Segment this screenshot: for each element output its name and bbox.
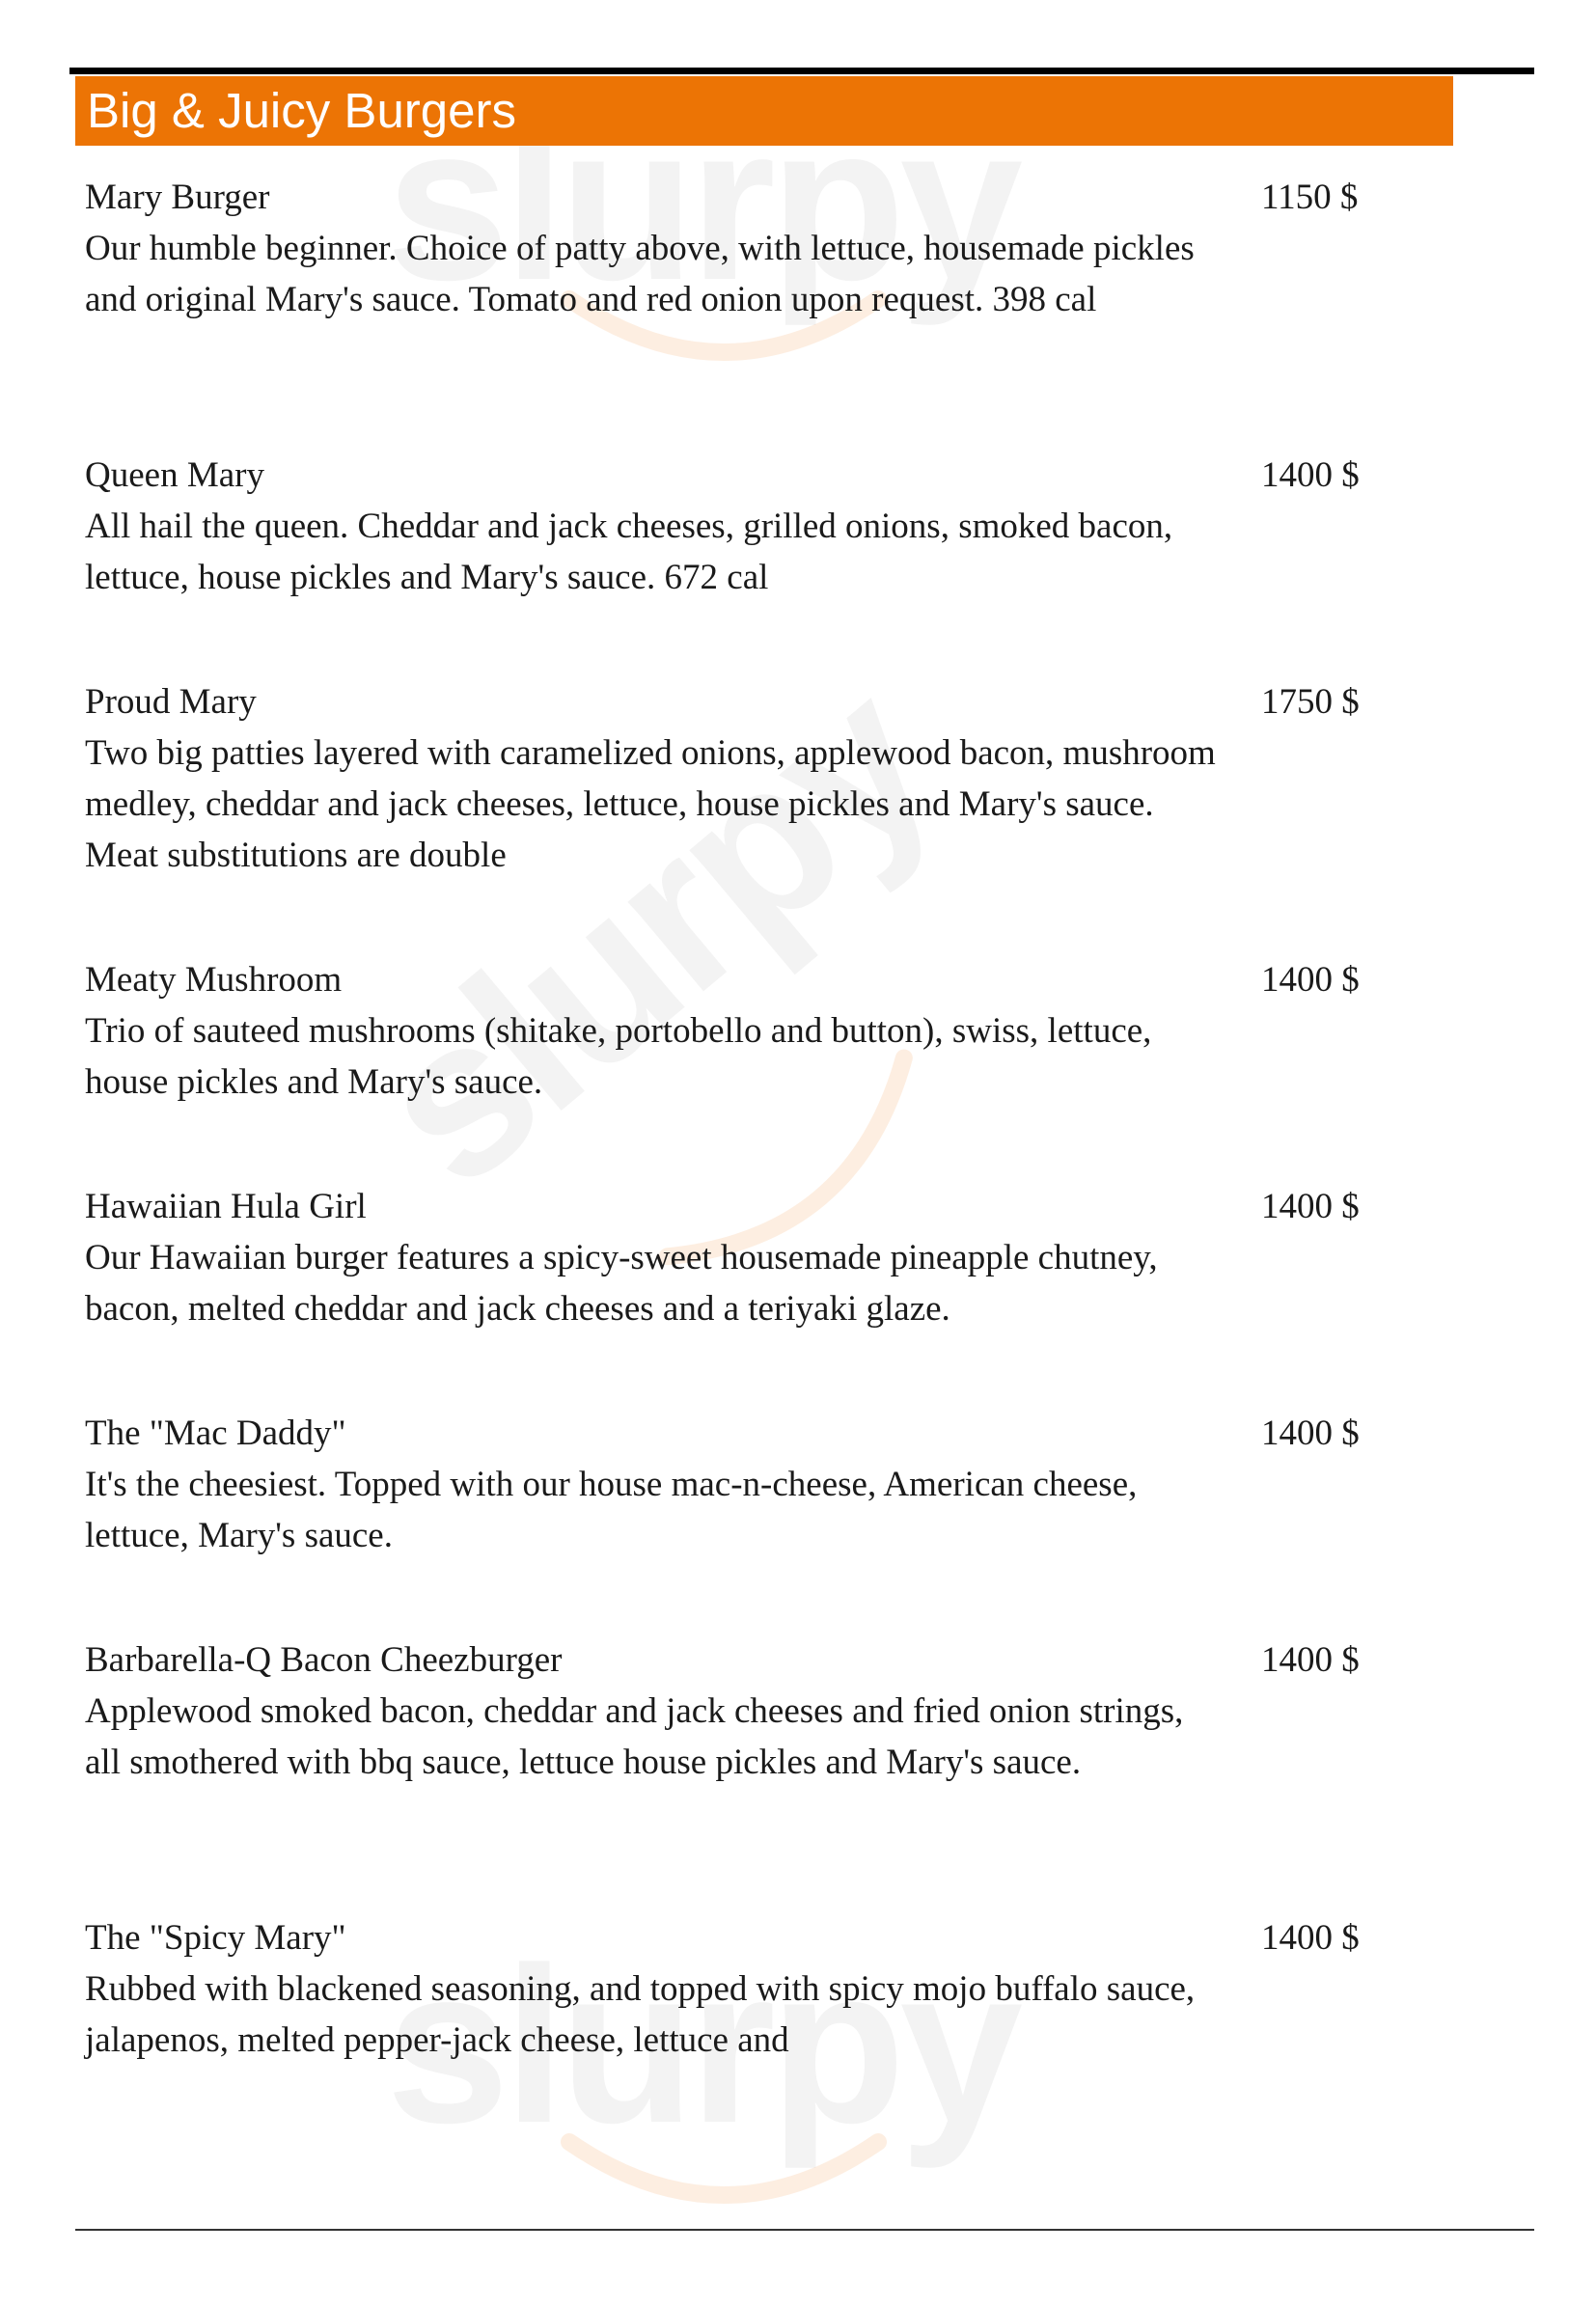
top-rule — [69, 68, 1534, 74]
menu-item — [85, 450, 1378, 603]
item-price: 1400 $ — [1261, 1918, 1360, 1958]
menu-item — [85, 172, 1378, 325]
item-price: 1400 $ — [1261, 1187, 1360, 1226]
watermark-smile-icon — [550, 2123, 897, 2238]
item-description: Trio of sauteed mushrooms (shitake, portobello and button), swiss, lettuce, house pickles and Mary's sauce. — [85, 1011, 1152, 1102]
item-price: 1400 $ — [1261, 1414, 1360, 1453]
menu-item — [85, 1634, 1378, 1788]
item-description: Rubbed with blackened seasoning, and topped with spicy mojo buffalo sauce, jalapenos, melted pepper-jack cheese, lettuce and — [85, 1969, 1196, 2060]
item-description: Our humble beginner. Choice of patty above, with lettuce, housemade pickles and original Mary's sauce. Tomato and red onion upon request. 398 cal — [85, 229, 1195, 319]
item-description: Our Hawaiian burger features a spicy-sweet housemade pineapple chutney, bacon, melted cheddar and jack cheeses and a teriyaki glaze. — [85, 1238, 1158, 1329]
item-description: It's the cheesiest. Topped with our house mac-n-cheese, American cheese, lettuce, Mary's sauce. — [85, 1465, 1138, 1555]
item-price: 1400 $ — [1261, 960, 1360, 1000]
item-name: The "Spicy Mary" — [85, 1918, 346, 1958]
menu-item — [85, 676, 1378, 881]
section-title: Big & Juicy Burgers — [87, 83, 517, 138]
item-description: All hail the queen. Cheddar and jack cheeses, grilled onions, smoked bacon, lettuce, house pickles and Mary's sauce. 672 cal — [85, 507, 1173, 597]
bottom-rule — [75, 2229, 1534, 2231]
item-name: Meaty Mushroom — [85, 960, 343, 1000]
item-name: Mary Burger — [85, 178, 270, 217]
item-price: 1750 $ — [1261, 682, 1360, 722]
section-header — [75, 76, 1453, 146]
item-name: Barbarella-Q Bacon Cheezburger — [85, 1640, 563, 1680]
item-name: The "Mac Daddy" — [85, 1414, 346, 1453]
item-name: Proud Mary — [85, 682, 257, 722]
item-description: Applewood smoked bacon, cheddar and jack cheeses and fried onion strings, all smothered with bbq sauce, lettuce house pickles and Mary's sauce. — [85, 1691, 1184, 1782]
menu-item — [85, 1408, 1378, 1561]
item-name: Queen Mary — [85, 455, 264, 495]
item-price: 1150 $ — [1261, 178, 1359, 217]
menu-item — [85, 1912, 1378, 2066]
item-name: Hawaiian Hula Girl — [85, 1187, 367, 1226]
item-price: 1400 $ — [1261, 1640, 1360, 1680]
menu-item — [85, 954, 1378, 1108]
item-price: 1400 $ — [1261, 455, 1360, 495]
menu-item — [85, 1181, 1378, 1334]
item-description: Two big patties layered with caramelized onions, applewood bacon, mushroom medley, cheddar and jack cheeses, lettuce, house pickles and Mary's sauce. Meat substitutions are double — [85, 733, 1216, 875]
